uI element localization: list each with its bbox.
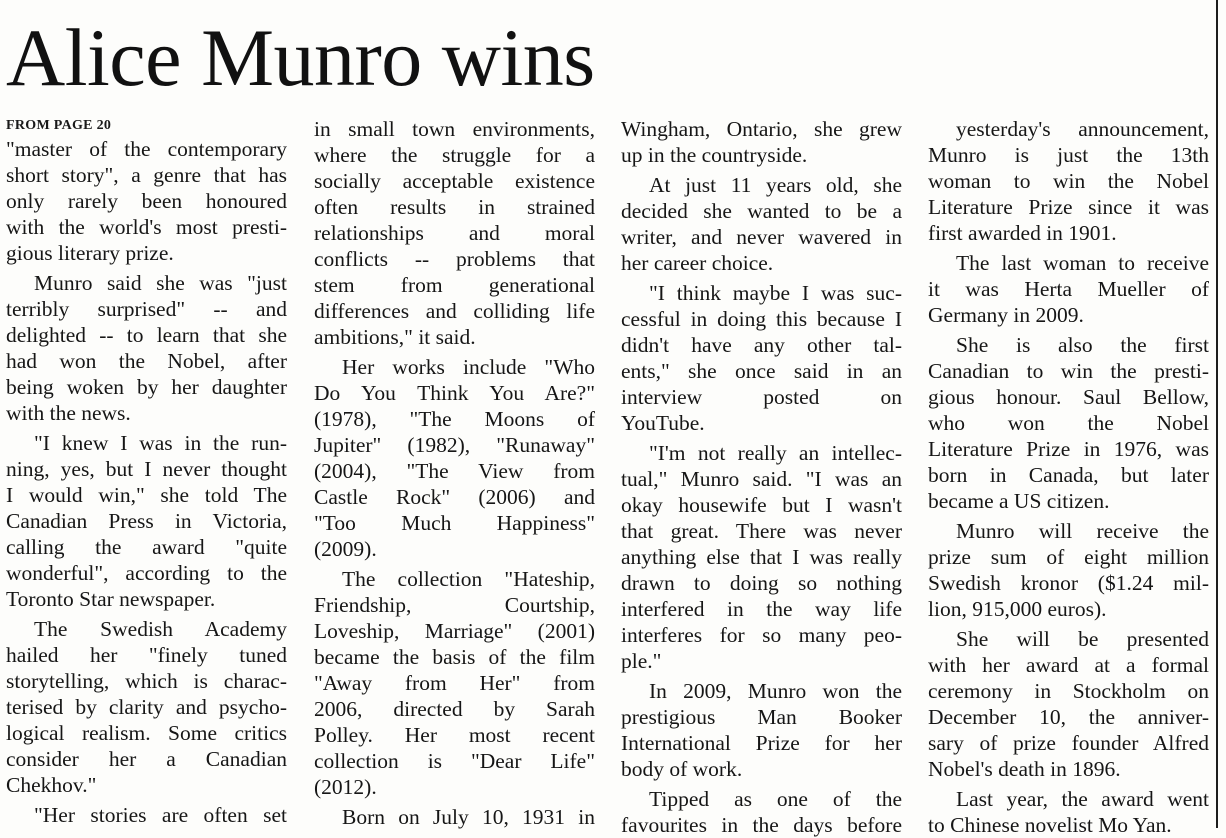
article-line: cessful in doing this because I [621, 307, 902, 331]
article-line: Born on July 10, 1931 in [342, 805, 595, 829]
article-line: born in Canada, but later [928, 463, 1209, 487]
article-line: okay housewife but I wasn't [621, 493, 902, 517]
article-line: I would win," she told The [6, 483, 287, 507]
article-line: calling the award "quite [6, 535, 287, 559]
column-4 [928, 116, 1209, 838]
article-line: Tipped as one of the [649, 787, 902, 811]
article-line: differences and colliding life [314, 299, 595, 323]
article-line: Loveship, Marriage" (2001) [314, 619, 595, 643]
article-line: short story", a genre that has [6, 163, 287, 187]
article-line: in small town environments, [314, 117, 595, 141]
article-line: anything else that I was really [621, 545, 902, 569]
article-line: She is also the first [956, 333, 1209, 357]
article-line: terised by clarity and psycho- [6, 695, 287, 719]
article-line: interferes for so many peo- [621, 623, 902, 647]
article-line: consider her a Canadian [6, 747, 287, 771]
article-line: "Her stories are often set [34, 803, 287, 827]
article-line: first awarded in 1901. [928, 221, 1117, 245]
article-line: ple." [621, 649, 662, 673]
article-line: At just 11 years old, she [649, 173, 902, 197]
article-line: had won the Nobel, after [6, 349, 287, 373]
article-line: who won the Nobel [928, 411, 1209, 435]
article-line: to Chinese novelist Mo Yan. [928, 813, 1172, 837]
article-line: favourites in the days before [621, 813, 902, 837]
article-line: became a US citizen. [928, 489, 1110, 513]
article-line: (2012). [314, 775, 377, 799]
article-line: Friendship, Courtship, [314, 593, 595, 617]
article-line: it was Herta Mueller of [928, 277, 1209, 301]
article-line: interfered in the way life [621, 597, 902, 621]
article-line: Germany in 2009. [928, 303, 1084, 327]
article-line: stem from generational [314, 273, 595, 297]
article-line: Canadian to win the presti- [928, 359, 1209, 383]
article-line: Munro said she was "just [34, 271, 287, 295]
article-line: terribly surprised" -- and [6, 297, 287, 321]
article-line: In 2009, Munro won the [649, 679, 902, 703]
article-line: Chekhov." [6, 773, 97, 797]
article-line: sary of prize founder Alfred [928, 731, 1209, 755]
article-line: her career choice. [621, 251, 774, 275]
article-line: prize sum of eight million [928, 545, 1209, 569]
article-line: where the struggle for a [314, 143, 595, 167]
article-line: gious honour. Saul Bellow, [928, 385, 1209, 409]
article-line: decided she wanted to be a [621, 199, 902, 223]
article-line: interview posted on [621, 385, 902, 409]
article-line: relationships and moral [314, 221, 595, 245]
article-line: body of work. [621, 757, 743, 781]
column-1 [6, 116, 287, 828]
article-line: ents," she once said in an [621, 359, 902, 383]
column-2 [314, 116, 595, 830]
article-line: Literature Prize in 1976, was [928, 437, 1209, 461]
article-line: "I knew I was in the run- [34, 431, 287, 455]
article-line: lion, 915,000 euros). [928, 597, 1107, 621]
article-line: often results in strained [314, 195, 595, 219]
article-line: "Away from Her" from [314, 671, 595, 695]
article-line: logical realism. Some critics [6, 721, 287, 745]
article-line: writer, and never wavered in [621, 225, 902, 249]
article-line: Swedish kronor ($1.24 mil- [928, 571, 1209, 595]
article-line: gious literary prize. [6, 241, 174, 265]
article-line: yesterday's announcement, [956, 117, 1209, 141]
article-line: delighted -- to learn that she [6, 323, 287, 347]
article-line: Do You Think You Are?" [314, 381, 595, 405]
article-line: with her award at a formal [928, 653, 1209, 677]
article-line: became the basis of the film [314, 645, 595, 669]
article-line: The last woman to receive [956, 251, 1209, 275]
article-line: ning, yes, but I never thought [6, 457, 287, 481]
article-line: Munro will receive the [956, 519, 1209, 543]
article-line: drawn to doing so nothing [621, 571, 902, 595]
article-line: Last year, the award went [956, 787, 1209, 811]
article-line: tual," Munro said. "I was an [621, 467, 902, 491]
article-line: Castle Rock" (2006) and [314, 485, 595, 509]
article-line: Jupiter" (1982), "Runaway" [314, 433, 595, 457]
article-line: ceremony in Stockholm on [928, 679, 1209, 703]
article-line: up in the countryside. [621, 143, 808, 167]
article-line: storytelling, which is charac- [6, 669, 287, 693]
article-line: wonderful", according to the [6, 561, 287, 585]
headline: Alice Munro wins [6, 12, 595, 103]
article-line: collection is "Dear Life" [314, 749, 595, 773]
article-line: (2004), "The View from [314, 459, 595, 483]
article-line: hailed her "finely tuned [6, 643, 287, 667]
article-line: Her works include "Who [342, 355, 595, 379]
article-line: Toronto Star newspaper. [6, 587, 216, 611]
article-line: (1978), "The Moons of [314, 407, 595, 431]
article-line: "I'm not really an intellec- [649, 441, 902, 465]
article-line: YouTube. [621, 411, 705, 435]
article-line: International Prize for her [621, 731, 902, 755]
article-line: The collection "Hateship, [342, 567, 595, 591]
column-rule [1216, 0, 1218, 828]
article-line: December 10, the anniver- [928, 705, 1209, 729]
article-line: didn't have any other tal- [621, 333, 902, 357]
article-line: Wingham, Ontario, she grew [621, 117, 902, 141]
article-line: socially acceptable existence [314, 169, 595, 193]
article-line: with the news. [6, 401, 131, 425]
article-line: that great. There was never [621, 519, 902, 543]
article-line: with the world's most presti- [6, 215, 287, 239]
article-line: "I think maybe I was suc- [649, 281, 902, 305]
article-line: (2009). [314, 537, 377, 561]
article-line: ambitions," it said. [314, 325, 476, 349]
article-line: woman to win the Nobel [928, 169, 1209, 193]
kicker: FROM PAGE 20 [6, 118, 112, 133]
article-line: prestigious Man Booker [621, 705, 902, 729]
article-line: Literature Prize since it was [928, 195, 1209, 219]
article-line: "Too Much Happiness" [314, 511, 595, 535]
article-line: The Swedish Academy [34, 617, 287, 641]
article-line: being woken by her daughter [6, 375, 287, 399]
article-line: She will be presented [956, 627, 1209, 651]
article-line: only rarely been honoured [6, 189, 287, 213]
article-line: Nobel's death in 1896. [928, 757, 1121, 781]
article-line: 2006, directed by Sarah [314, 697, 595, 721]
article-line: Polley. Her most recent [314, 723, 595, 747]
article-line: "master of the contemporary [6, 137, 287, 161]
article-line: conflicts -- problems that [314, 247, 595, 271]
column-3 [621, 116, 902, 838]
article-line: Canadian Press in Victoria, [6, 509, 287, 533]
article-line: Munro is just the 13th [928, 143, 1209, 167]
